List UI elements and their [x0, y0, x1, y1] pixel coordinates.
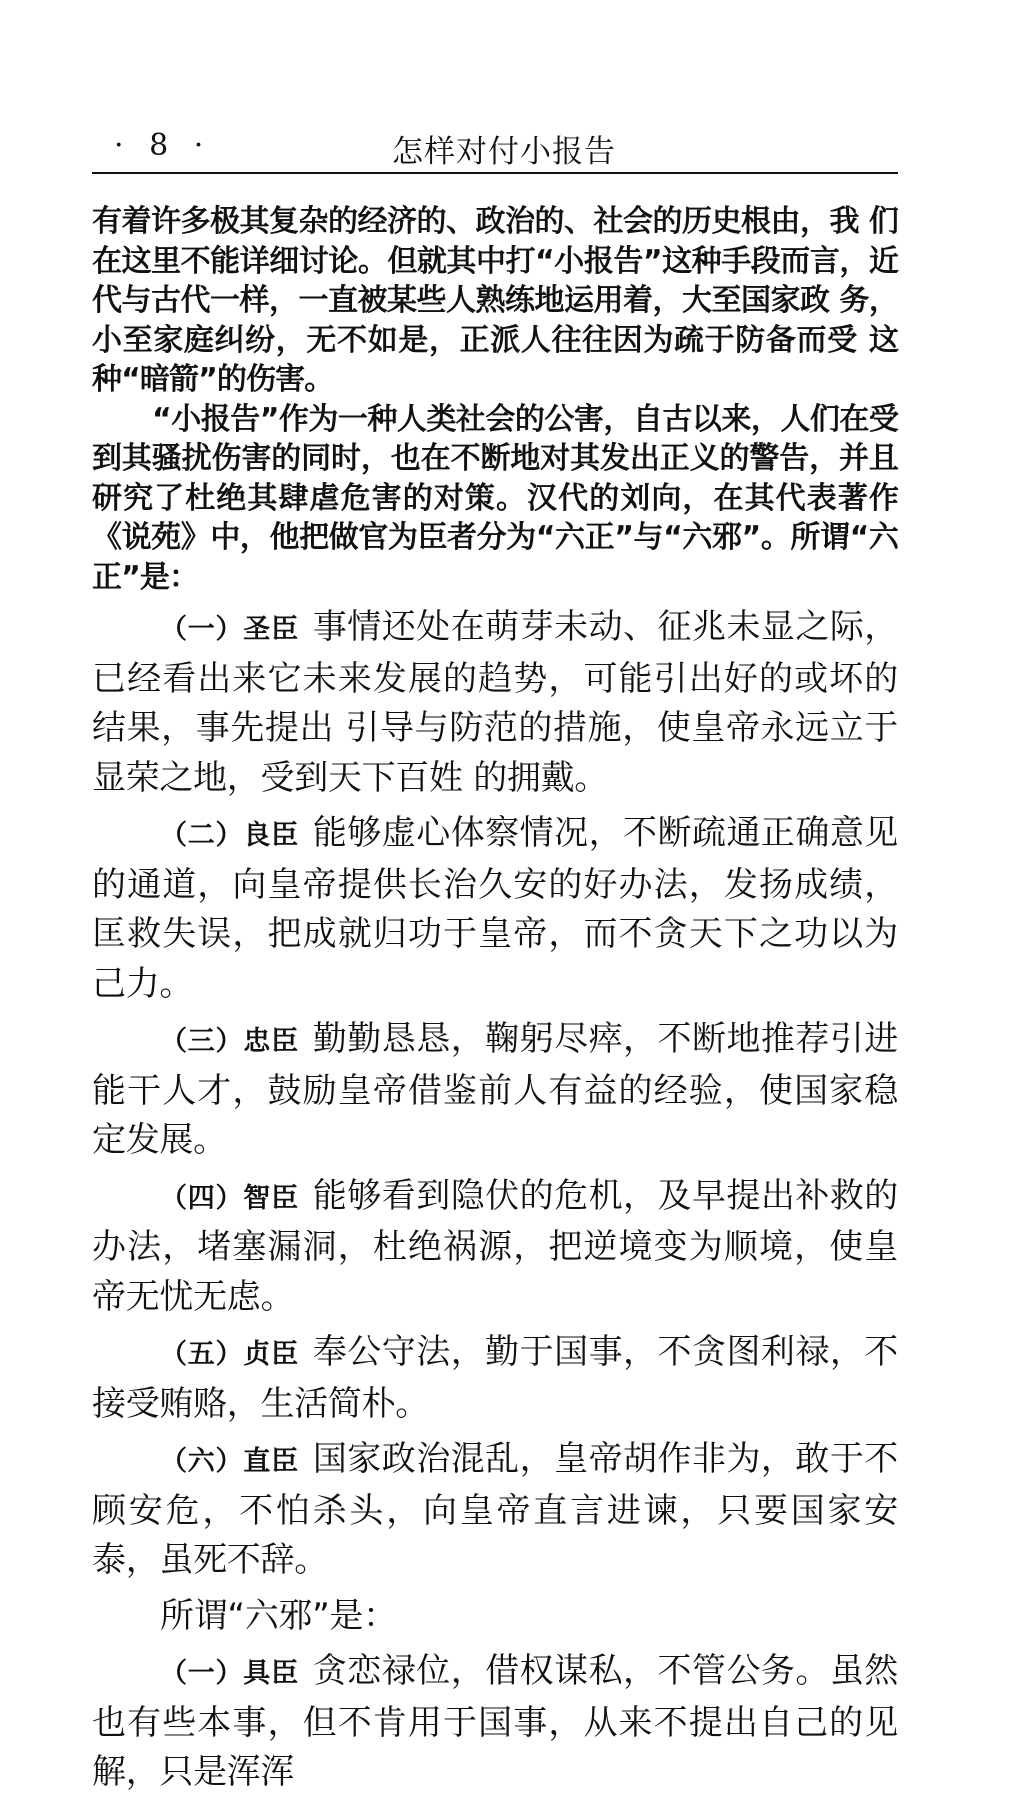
- item-text: 能够看到隐伏的危机，及早提出补救的办法，堵塞漏洞，杜绝祸源，把逆境变为顺境，使皇帝无忧无虑。: [92, 1175, 899, 1317]
- item-text: 能够虚心体察情况，不断疏通正确意见的通道，向皇帝提供长治久安的好办法，发扬成绩，匡救失误，把成就归功于皇帝，而不贪天下之功以为己力。: [92, 813, 899, 1004]
- item-label: （六）直臣: [160, 1446, 299, 1477]
- list-item-juchen: [92, 1647, 898, 1798]
- paragraph-xiaobaogao: [92, 400, 898, 598]
- item-label: （三）忠臣: [160, 1026, 299, 1057]
- item-text: 贪恋禄位，借权谋私，不管公务。虽然也有些本事，但不肯用于国事，从来不提出自己的见解，只是浑浑: [92, 1651, 899, 1792]
- paragraph-intro: [92, 202, 898, 400]
- list-item-zhenchen: [92, 1328, 898, 1429]
- running-title: 怎样对付小报告: [392, 134, 616, 170]
- list-item-zhichen-direct: [92, 1435, 898, 1586]
- paragraph-text: “小报告”作为一种人类社会的公害，自古以来，人们在受 到其骚扰伤害的同时，也在不断地对其发出正义的警告，并且 研究了杜绝其肆虐危害的对策。汉代的刘向，在其代表著作《说苑》中，他把做官为臣者分为“六正”与“六邪”。所谓“六正”是：: [92, 401, 898, 595]
- item-text: 勤勤恳恳，鞠躬尽瘁，不断地推荐引进能干人才，鼓励皇帝借鉴前人有益的经验，使国家稳定发展。: [92, 1019, 899, 1160]
- list-item-zhichen: [92, 1172, 898, 1323]
- list-item-liangchen: [92, 809, 898, 1009]
- item-text: 事情还处在萌芽未动、征兆未显之际，已经看出来它未来发展的趋势，可能引出好的或坏的结果，事先提出 引导与防范的措施，使皇帝永远立于显荣之地，受到天下百姓 的拥戴。: [92, 607, 899, 798]
- paragraph-text: 所谓“六邪”是：: [160, 1595, 397, 1636]
- list-item-zhongchen: [92, 1015, 898, 1166]
- item-text: 国家政治混乱，皇帝胡作非为，敢于不顾安危，不怕杀头，向皇帝直言进谏，只要国家安泰，虽死不辞。: [92, 1439, 899, 1580]
- paragraph-text: 有着许多极其复杂的经济的、政治的、社会的历史根由，我 们在这里不能详细讨论。但就其中打“小报告”这种手段而言，近代与古代一样，一直被某些人熟练地运用着，大至国家政 务，小至家庭纠纷，无不如是，正派人往往因为疏于防备而受 这种“暗箭”的伤害。: [92, 204, 898, 397]
- body-text: [92, 202, 898, 1798]
- item-text: 奉公守法，勤于国事，不贪图利禄，不接受贿赂，生活简朴。: [92, 1332, 899, 1424]
- list-item-shengchen: [92, 603, 898, 803]
- item-label: （二）良臣: [160, 820, 299, 851]
- item-label: （五）贞臣: [160, 1339, 299, 1370]
- page-header: [92, 122, 898, 174]
- item-label: （一）具臣: [160, 1658, 299, 1689]
- item-label: （一）圣臣: [160, 614, 299, 645]
- page-number: · 8 ·: [114, 128, 212, 163]
- paragraph-liuxie: [92, 1592, 898, 1642]
- item-label: （四）智臣: [160, 1182, 299, 1214]
